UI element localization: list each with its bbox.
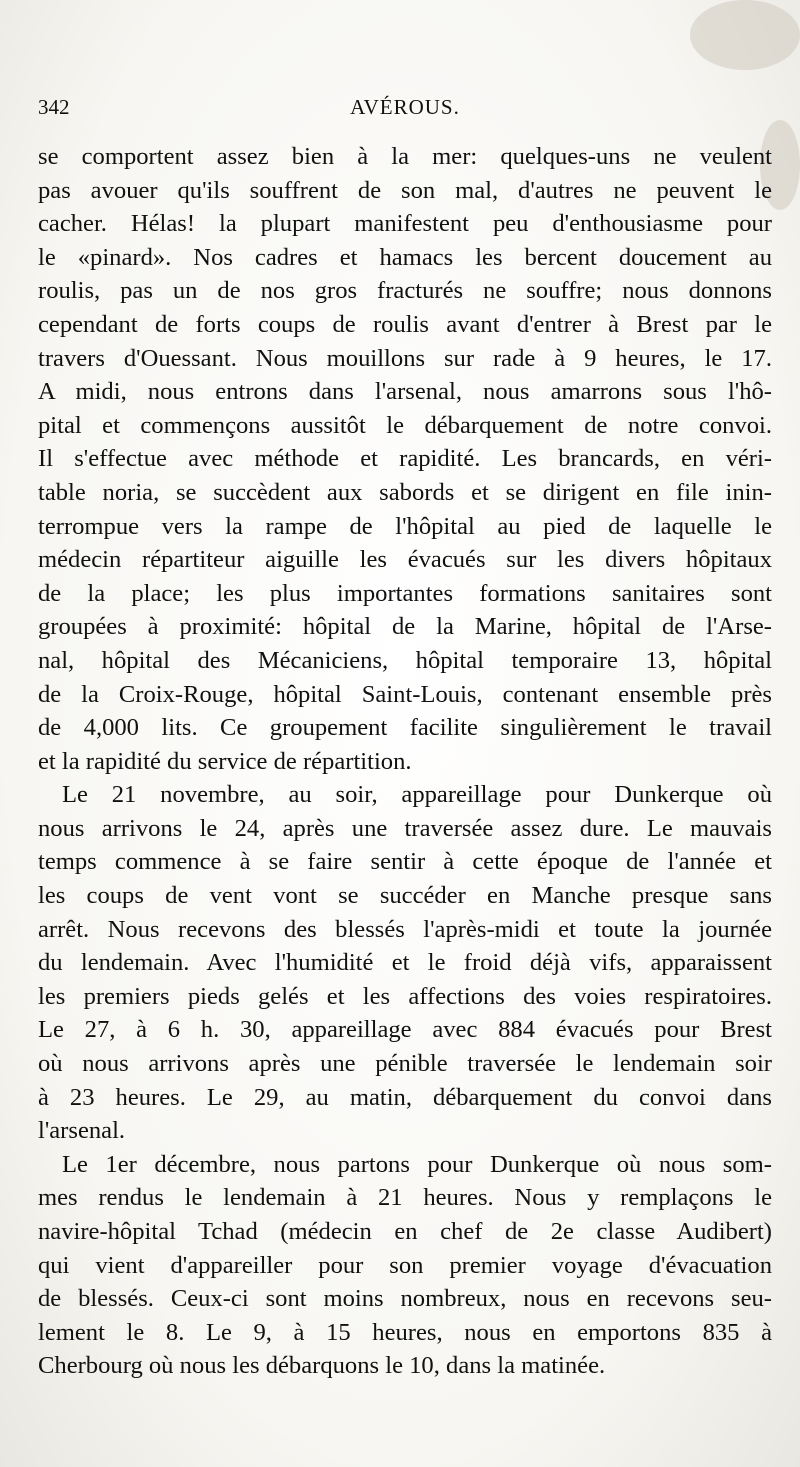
text-line: A midi, nous entrons dans l'arsenal, nous amarrons sous l'hô- <box>38 378 772 406</box>
running-title: AVÉROUS. <box>350 95 460 119</box>
text-line: Le 1er décembre, nous partons pour Dunkerque où nous som- <box>62 1150 772 1178</box>
text-line: se comportent assez bien à la mer: quelques-uns ne veulent <box>38 143 772 170</box>
text-line: et la rapidité du service de répartition. <box>38 747 412 775</box>
page-header <box>38 95 772 131</box>
text-line: Le 21 novembre, au soir, appareillage pour Dunkerque où <box>62 781 772 809</box>
text-line: les coups de vent vont se succéder en Manche presque sans <box>38 882 772 910</box>
text-line: terrompue vers la rampe de l'hôpital au pied de laquelle le <box>38 512 772 540</box>
text-line: temps commence à se faire sentir à cette époque de l'année et <box>38 848 772 876</box>
text-line: arrêt. Nous recevons des blessés l'après-midi et toute la journée <box>38 915 772 943</box>
text-line: de la place; les plus importantes formations sanitaires sont <box>38 579 772 607</box>
text-line: Le 27, à 6 h. 30, appareillage avec 884 évacués pour Brest <box>38 1016 772 1044</box>
text-line: cacher. Hélas! la plupart manifestent peu d'enthousiasme pour <box>38 210 772 238</box>
text-line: Il s'effectue avec méthode et rapidité. Les brancards, en véri- <box>38 445 772 473</box>
text-line: médecin répartiteur aiguille les évacués sur les divers hôpitaux <box>38 546 772 574</box>
text-line: le «pinard». Nos cadres et hamacs les bercent doucement au <box>38 243 772 271</box>
text-line: navire-hôpital Tchad (médecin en chef de 2e classe Audibert) <box>38 1218 772 1245</box>
text-line: groupées à proximité: hôpital de la Marine, hôpital de l'Arse- <box>38 613 772 641</box>
text-line: du lendemain. Avec l'humidité et le froid déjà vifs, apparaissent <box>38 949 772 977</box>
text-line: nous arrivons le 24, après une traversée assez dure. Le mauvais <box>38 814 772 842</box>
paper-stain <box>690 0 800 70</box>
page-number: 342 <box>38 95 70 119</box>
text-line: travers d'Ouessant. Nous mouillons sur rade à 9 heures, le 17. <box>38 344 772 372</box>
body-text <box>38 140 772 1383</box>
text-line: de la Croix-Rouge, hôpital Saint-Louis, contenant ensemble près <box>38 680 772 708</box>
text-line: nal, hôpital des Mécaniciens, hôpital temporaire 13, hôpital <box>38 646 772 674</box>
text-line: de blessés. Ceux-ci sont moins nombreux, nous en recevons seu- <box>38 1285 772 1313</box>
text-line: table noria, se succèdent aux sabords et se dirigent en file inin- <box>38 478 772 506</box>
text-line: mes rendus le lendemain à 21 heures. Nous y remplaçons le <box>38 1184 772 1212</box>
text-line: cependant de forts coups de roulis avant d'entrer à Brest par le <box>38 310 772 338</box>
text-line: qui vient d'appareiller pour son premier voyage d'évacuation <box>38 1251 772 1279</box>
text-line: à 23 heures. Le 29, au matin, débarquement du convoi dans <box>38 1083 772 1111</box>
text-line: pital et commençons aussitôt le débarquement de notre convoi. <box>38 411 772 439</box>
text-line: de 4,000 lits. Ce groupement facilite singulièrement le travail <box>38 714 772 742</box>
text-line: l'arsenal. <box>38 1117 126 1145</box>
text-line: pas avouer qu'ils souffrent de son mal, d'autres ne peuvent le <box>38 176 772 204</box>
text-line: Cherbourg où nous les débarquons le 10, dans la matinée. <box>38 1352 606 1380</box>
text-line: où nous arrivons après une pénible traversée le lendemain soir <box>38 1050 772 1078</box>
text-line: roulis, pas un de nos gros fracturés ne souffre; nous donnons <box>38 277 772 305</box>
text-line: les premiers pieds gelés et les affections des voies respiratoires. <box>38 982 772 1010</box>
text-line: lement le 8. Le 9, à 15 heures, nous en emportons 835 à <box>38 1318 772 1346</box>
